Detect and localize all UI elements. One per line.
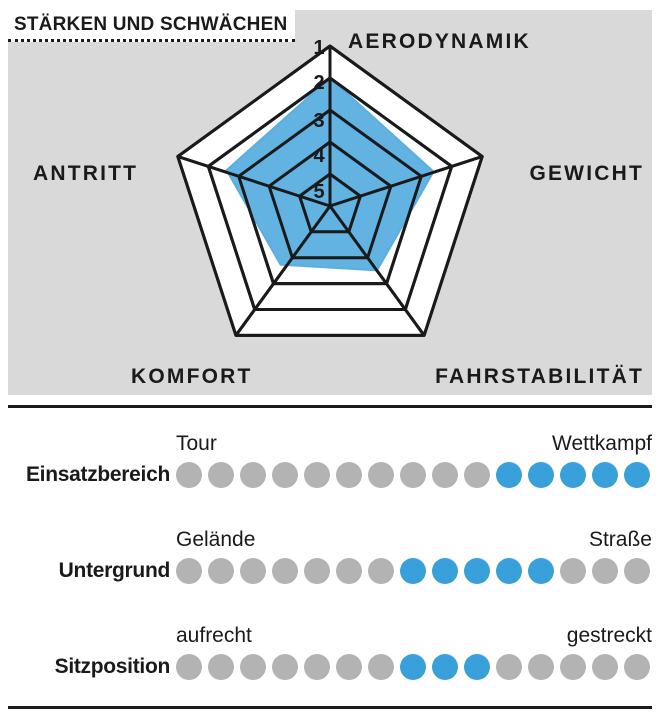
dot-scale-untergrund: [176, 558, 650, 584]
scale-row-untergrund: [8, 554, 652, 588]
scale-dot: [240, 558, 266, 584]
divider-top: [8, 405, 652, 408]
scale-dot: [176, 462, 202, 488]
scale-dot: [624, 558, 650, 584]
scale-dot: [304, 558, 330, 584]
scale-dot: [560, 654, 586, 680]
scale-dot: [208, 654, 234, 680]
scale-dot: [496, 558, 522, 584]
divider-bottom: [8, 706, 652, 709]
scale-right-label-einsatzbereich: Wettkampf: [552, 432, 652, 455]
scale-dot: [336, 654, 362, 680]
scale-dot: [304, 462, 330, 488]
scale-dot: [528, 462, 554, 488]
scale-dot: [368, 654, 394, 680]
dot-scale-sitzposition: [176, 654, 650, 680]
scale-dot: [592, 654, 618, 680]
scale-dot: [400, 654, 426, 680]
scale-right-label-untergrund: Straße: [588, 528, 652, 551]
scale-dot: [464, 558, 490, 584]
scale-dot: [432, 462, 458, 488]
scale-block-untergrund: [8, 528, 652, 588]
scale-dot: [464, 654, 490, 680]
scale-dot: [272, 558, 298, 584]
dot-scale-einsatzbereich: [176, 462, 650, 488]
scale-dot: [400, 558, 426, 584]
radar-ring-label-2: 2: [313, 72, 325, 94]
scale-dot: [496, 654, 522, 680]
scale-name-einsatzbereich: Einsatzbereich: [25, 463, 170, 486]
radar-axis-label-fahrstabilitaet: FAHRSTABILITÄT: [435, 365, 644, 388]
radar-title: STÄRKEN UND SCHWÄCHEN: [14, 14, 288, 35]
radar-axis-label-aerodynamik: AERODYNAMIK: [348, 30, 531, 53]
scale-block-einsatzbereich: [8, 432, 652, 492]
scale-dot: [528, 558, 554, 584]
scale-dot: [304, 654, 330, 680]
scale-name-untergrund: Untergrund: [58, 559, 170, 582]
scale-dot: [528, 654, 554, 680]
scale-dot: [464, 462, 490, 488]
scale-dot: [592, 558, 618, 584]
radar-axis-label-komfort: KOMFORT: [131, 365, 253, 388]
scale-right-label-sitzposition: gestreckt: [566, 624, 652, 647]
scale-dot: [176, 558, 202, 584]
scale-dot: [368, 462, 394, 488]
scale-left-label-sitzposition: aufrecht: [176, 624, 252, 647]
radar-chart-panel: [8, 10, 652, 395]
radar-ring-label-4: 4: [313, 145, 325, 167]
scale-dot: [208, 462, 234, 488]
scale-dot: [240, 654, 266, 680]
scale-dot: [560, 462, 586, 488]
scale-dot: [432, 654, 458, 680]
scale-dot: [624, 654, 650, 680]
scale-dot: [400, 462, 426, 488]
radar-title-box: [8, 10, 295, 42]
scale-row-einsatzbereich: [8, 458, 652, 492]
scale-dot: [336, 558, 362, 584]
scale-dot: [272, 462, 298, 488]
scale-dot: [624, 462, 650, 488]
radar-axis-label-antritt: ANTRITT: [33, 162, 139, 185]
radar-ring-label-5: 5: [313, 181, 325, 203]
scale-dot: [592, 462, 618, 488]
scale-dot: [208, 558, 234, 584]
radar-axis-label-gewicht: GEWICHT: [529, 162, 644, 185]
scale-block-sitzposition: [8, 624, 652, 684]
scale-dot: [368, 558, 394, 584]
scale-endlabels-einsatzbereich: [176, 432, 652, 458]
scale-dot: [272, 654, 298, 680]
scale-endlabels-sitzposition: [176, 624, 652, 650]
scale-dot: [336, 462, 362, 488]
radar-chart-svg: [8, 10, 652, 395]
scale-dot: [240, 462, 266, 488]
scale-dot: [560, 558, 586, 584]
scale-left-label-untergrund: Gelände: [176, 528, 256, 551]
scale-row-sitzposition: [8, 650, 652, 684]
radar-ring-label-3: 3: [313, 110, 325, 132]
scale-dot: [432, 558, 458, 584]
scale-endlabels-untergrund: [176, 528, 652, 554]
scale-dot: [176, 654, 202, 680]
scale-dot: [496, 462, 522, 488]
radar-ring-label-1: 1: [313, 37, 325, 59]
scale-name-sitzposition: Sitzposition: [54, 655, 170, 678]
scale-left-label-einsatzbereich: Tour: [176, 432, 217, 455]
